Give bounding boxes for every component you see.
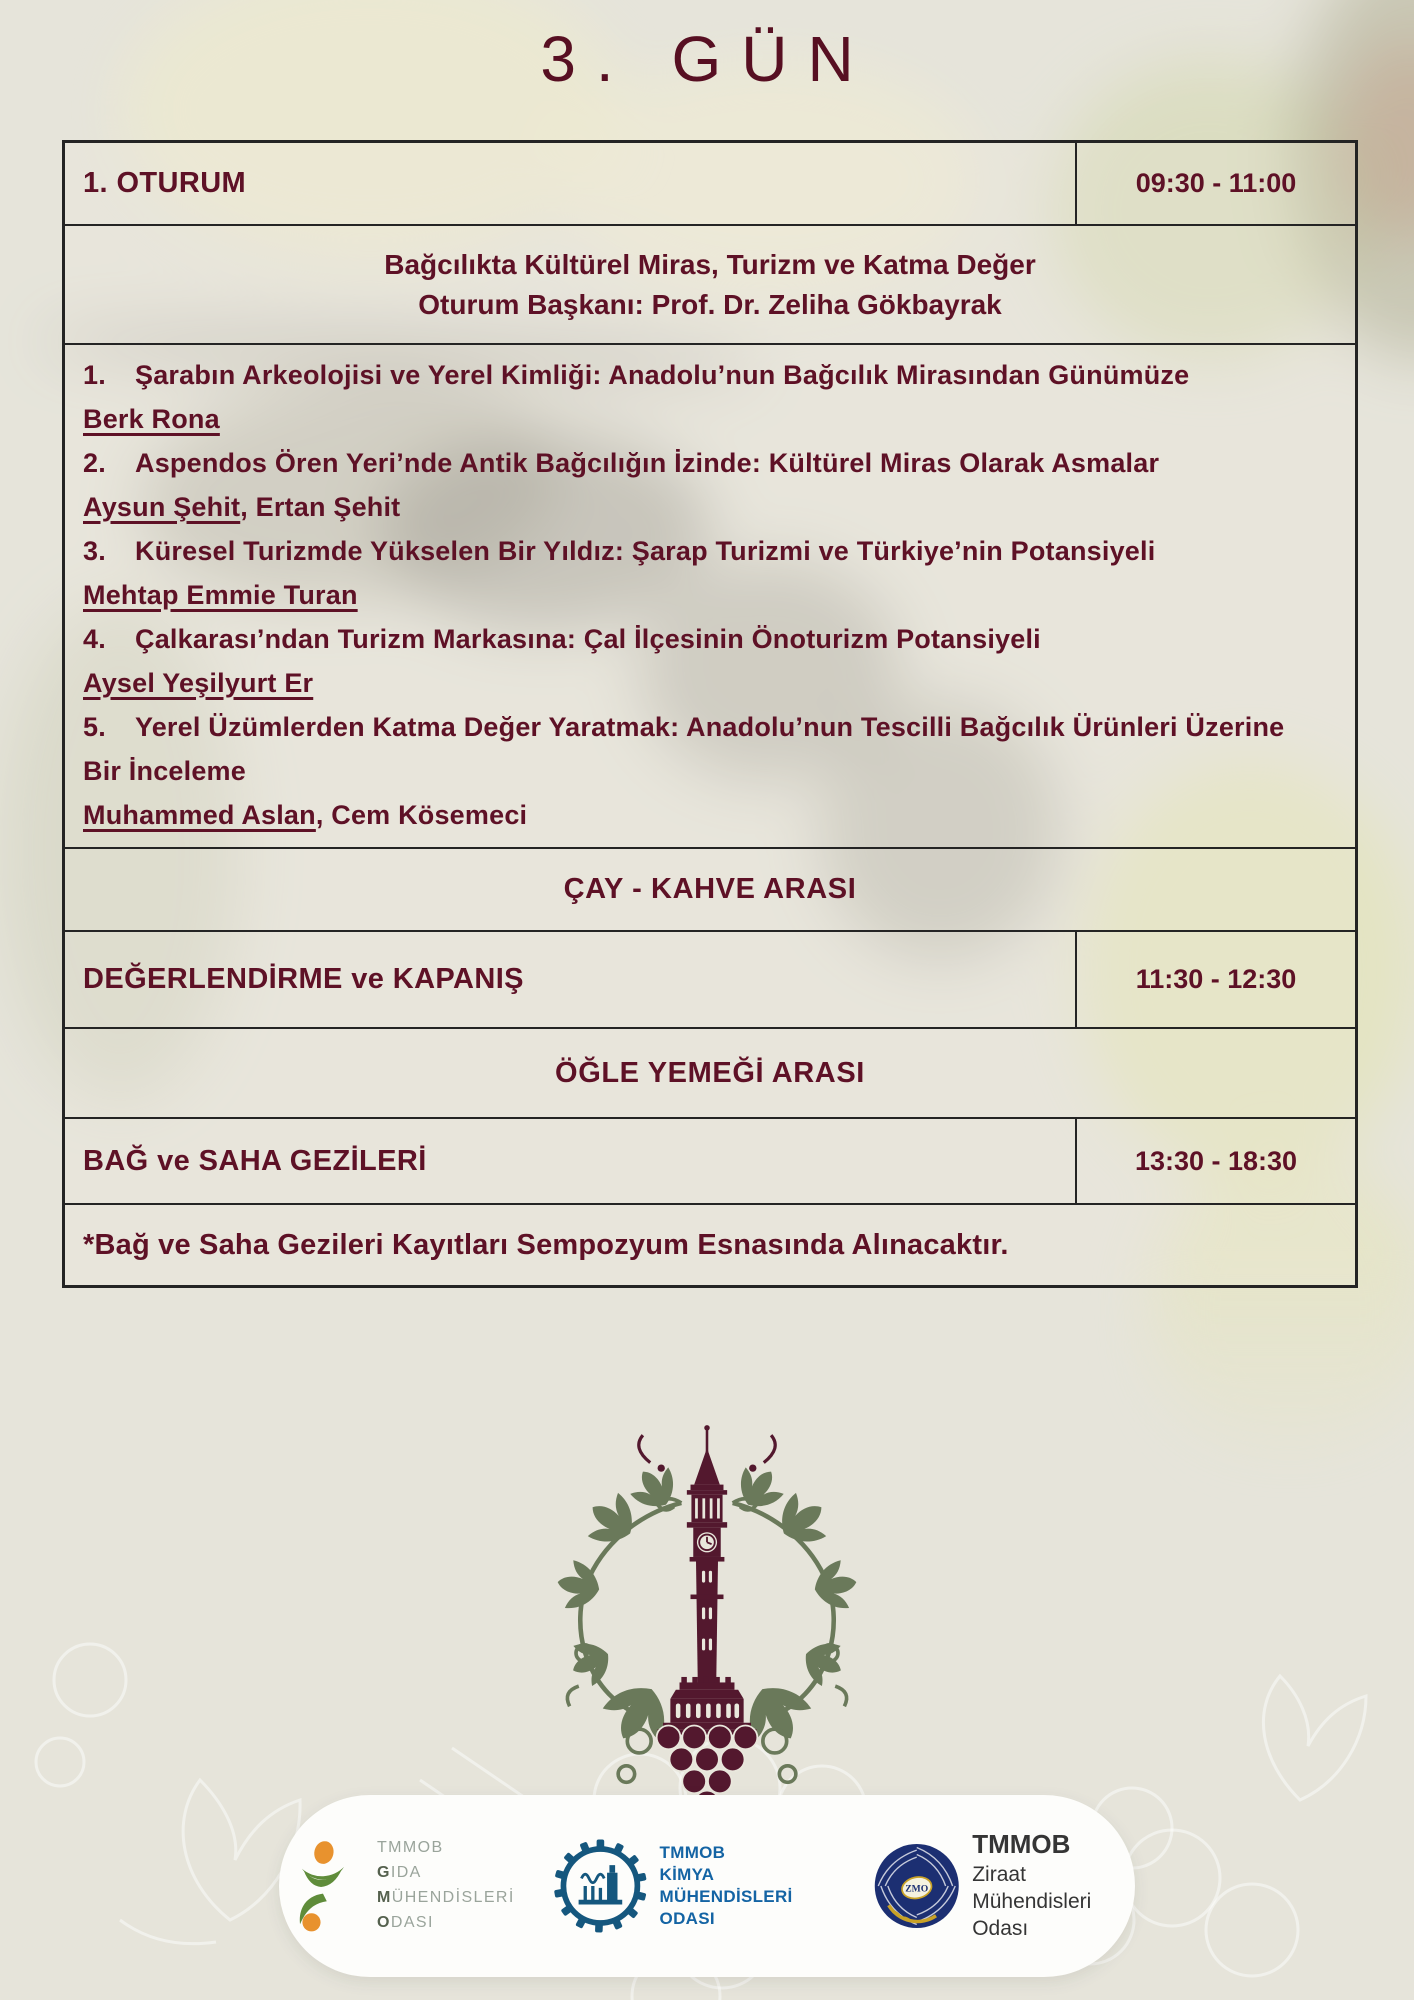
session-info-row <box>65 224 1355 343</box>
presentation-title: Yerel Üzümlerden Katma Değer Yaratmak: Anadolu’nun Tescilli Bağcılık Ürünleri Üzerine Bir İnceleme <box>83 712 1285 786</box>
presentation-title: Küresel Turizmde Yükselen Bir Yıldız: Şarap Turizmi ve Türkiye’nin Potansiyeli <box>135 536 1156 566</box>
gida-line-odasi: ODASI <box>377 1913 434 1931</box>
presentation-title-line <box>83 441 1313 485</box>
gida-line-gida: GIDA <box>377 1864 422 1882</box>
kimya-muhendisleri-odasi-logo <box>553 1834 835 1938</box>
kimya-line-odasi: ODASI <box>659 1909 715 1929</box>
ziraat-line-muhendisleri: Ziraat Mühendisleri <box>972 1862 1092 1913</box>
ziraat-muhendisleri-odasi-logo <box>873 1829 1135 1942</box>
speaker-rest: , Cem Kösemeci <box>315 800 528 830</box>
kimya-line-tmmob: TMMOB <box>659 1842 726 1862</box>
presentation-list-row <box>65 343 1355 847</box>
gida-muhendisleri-odasi-logo <box>279 1836 515 1935</box>
gida-odasi-text <box>377 1836 515 1935</box>
session-chair: Oturum Başkanı: Prof. Dr. Zeliha Gökbayrak <box>418 288 1002 320</box>
presentation-speakers <box>83 485 1313 529</box>
izmir-clock-tower-grapevine-emblem <box>542 1415 872 1818</box>
presentation-number: 4. <box>83 624 106 654</box>
organization-logos-bar <box>279 1795 1135 1977</box>
closing-label: DEĞERLENDİRME ve KAPANIŞ <box>83 963 524 995</box>
zmo-badge-icon <box>873 1838 961 1934</box>
presentation-title-line <box>83 617 1313 661</box>
closing-time: 11:30 - 12:30 <box>1075 932 1355 1027</box>
speaker-underlined: Mehtap Emmie Turan <box>83 580 358 610</box>
presentation-title-line <box>83 529 1313 573</box>
presentation-speakers <box>83 573 1313 617</box>
ziraat-line-odasi: Odası <box>972 1917 1029 1941</box>
kimya-odasi-gear-icon <box>553 1834 648 1938</box>
gida-line-tmmob: TMMOB <box>377 1839 444 1857</box>
speaker-underlined: Aysun Şehit <box>83 492 241 522</box>
ziraat-line-tmmob: TMMOB <box>972 1829 1071 1860</box>
lunch-break-row <box>65 1027 1355 1117</box>
field-trip-label: BAĞ ve SAHA GEZİLERİ <box>83 1144 427 1177</box>
presentation-number: 5. <box>83 712 106 742</box>
presentation-title: Şarabın Arkeolojisi ve Yerel Kimliği: Anadolu’nun Bağcılık Mirasından Günümüze <box>135 360 1190 390</box>
kimya-line-muhendisleri: KİMYA MÜHENDİSLERİ <box>659 1864 793 1906</box>
coffee-break-label: ÇAY - KAHVE ARASI <box>563 873 857 905</box>
kimya-odasi-text <box>660 1842 835 1930</box>
presentation-speakers <box>83 397 1313 441</box>
speaker-underlined: Muhammed Aslan <box>83 800 316 830</box>
schedule-table <box>62 140 1358 1288</box>
session-header-row <box>65 143 1355 224</box>
presentation-number: 3. <box>83 536 106 566</box>
field-trip-row <box>65 1117 1355 1203</box>
session-label: 1. OTURUM <box>83 167 247 199</box>
footnote-row <box>65 1203 1355 1285</box>
speaker-underlined: Berk Rona <box>83 404 220 434</box>
presentation-title-line <box>83 705 1313 793</box>
field-trip-time: 13:30 - 18:30 <box>1075 1119 1355 1203</box>
speaker-underlined: Aysel Yeşilyurt Er <box>83 668 314 698</box>
footnote-text: *Bağ ve Saha Gezileri Kayıtları Sempozyum Esnasında Alınacaktır. <box>83 1228 1009 1261</box>
gida-line-muhendisleri: MÜHENDİSLERİ <box>377 1889 515 1906</box>
session-time: 09:30 - 11:00 <box>1075 143 1355 224</box>
presentation-title-line <box>83 353 1313 397</box>
presentation-title: Çalkarası’ndan Turizm Markasına: Çal İlçesinin Önoturizm Potansiyeli <box>135 624 1041 654</box>
speaker-rest: , Ertan Şehit <box>240 492 401 522</box>
presentation-speakers <box>83 661 1313 705</box>
presentation-number: 2. <box>83 448 106 478</box>
coffee-break-row <box>65 847 1355 930</box>
presentation-speakers <box>83 793 1313 837</box>
ziraat-odasi-text <box>972 1829 1135 1942</box>
zmo-badge-label: ZMO <box>904 1883 928 1895</box>
presentation-number: 1. <box>83 360 106 390</box>
lunch-break-label: ÖĞLE YEMEĞİ ARASI <box>555 1056 865 1089</box>
page-title: 3. GÜN <box>540 23 874 95</box>
session-title: Bağcılıkta Kültürel Miras, Turizm ve Katma Değer <box>384 248 1036 280</box>
gida-odasi-icon <box>279 1838 365 1934</box>
closing-row <box>65 930 1355 1027</box>
presentation-title: Aspendos Ören Yeri’nde Antik Bağcılığın İzinde: Kültürel Miras Olarak Asmalar <box>135 448 1160 478</box>
